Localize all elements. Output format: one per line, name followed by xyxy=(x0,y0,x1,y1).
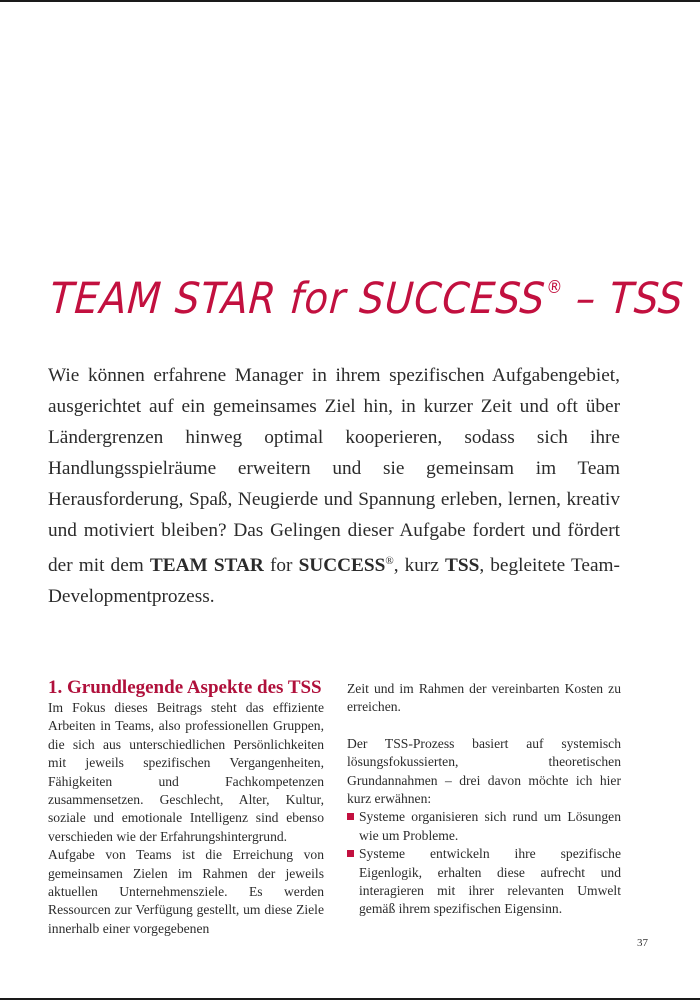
page-title xyxy=(48,273,686,324)
title-text: TEAM STAR for SUCCESS xyxy=(48,273,548,324)
bullet-text: Systeme organisieren sich rund um Lösungen wie um Probleme. xyxy=(359,809,621,843)
registered-mark: ® xyxy=(545,276,565,298)
intro-bold-success: SUCCESS xyxy=(298,555,386,576)
intro-paragraph xyxy=(48,360,620,612)
right-column xyxy=(347,680,621,919)
square-bullet-icon xyxy=(347,850,354,857)
bullet-text: Systeme entwickeln ihre spezifische Eigenlogik, erhalten diese aufrecht und interagieren mit ihrer relevanten Umwelt gemäß ihrem spezifischen Eigensinn. xyxy=(359,846,621,917)
intro-bold-team-star: TEAM STAR xyxy=(149,555,264,576)
left-paragraph: Aufgabe von Teams ist die Erreichung von gemeinsamen Zielen im Rahmen der jeweils aktuellen Unternehmensziele. Es werden Ressourcen zur Verfügung gestellt, um diese Ziele innerhalb einer vorgegebenen xyxy=(48,847,324,936)
left-paragraph: Im Fokus dieses Beitrags steht das effiziente Arbeiten in Teams, also professionellen Gruppen, die sich aus unterschiedlichen Persönlichkeiten mit jeweils spezifischen Vergangenheiten, Fähigkeiten und Fachkompetenzen zusammensetzen. Geschlecht, Alter, Kultur, soziale und emotionale Intelligenz sind ebenso verschieden wie der Erfahrungshintergrund. xyxy=(48,700,324,844)
page-number: 37 xyxy=(637,937,648,949)
intro-text-2: for xyxy=(263,555,299,576)
bullet-item xyxy=(347,845,621,919)
intro-bold-tss: TSS xyxy=(445,555,480,576)
right-paragraph: Der TSS-Prozess basiert auf systemisch lösungsfokussierten, theoretischen Grundannahmen – drei davon möchte ich hier kurz erwähnen: xyxy=(347,735,621,807)
bullet-item xyxy=(347,808,621,845)
intro-text-1: Wie können erfahrene Manager in ihrem spezifischen Aufgabengebiet, ausgerichtet auf ein gemeinsames Ziel hin, in kurzer Zeit und oft über Ländergrenzen hinweg optimal kooperieren, sodass sich ihre Handlungsspielräume erweitern und sie gemeinsam im Team Herausforderung, Spaß, Neugierde und Spannung erleben, lernen, kreativ und motiviert bleiben? Das Gelingen dieser Aufgabe fordert und fördert der mit dem xyxy=(48,365,620,576)
bullet-list xyxy=(347,808,621,918)
top-border xyxy=(0,0,700,2)
intro-registered-mark: ® xyxy=(385,555,394,567)
left-column xyxy=(48,678,324,938)
section-heading: 1. Grundlegende Aspekte des TSS xyxy=(48,677,322,698)
intro-text-4: , begleitete Team-Developmentprozess. xyxy=(48,555,620,607)
right-paragraph: Zeit und im Rahmen der vereinbarten Kosten zu erreichen. xyxy=(347,681,621,715)
title-suffix: – TSS xyxy=(560,273,686,324)
intro-text-3: , kurz xyxy=(393,555,446,576)
square-bullet-icon xyxy=(347,813,354,820)
